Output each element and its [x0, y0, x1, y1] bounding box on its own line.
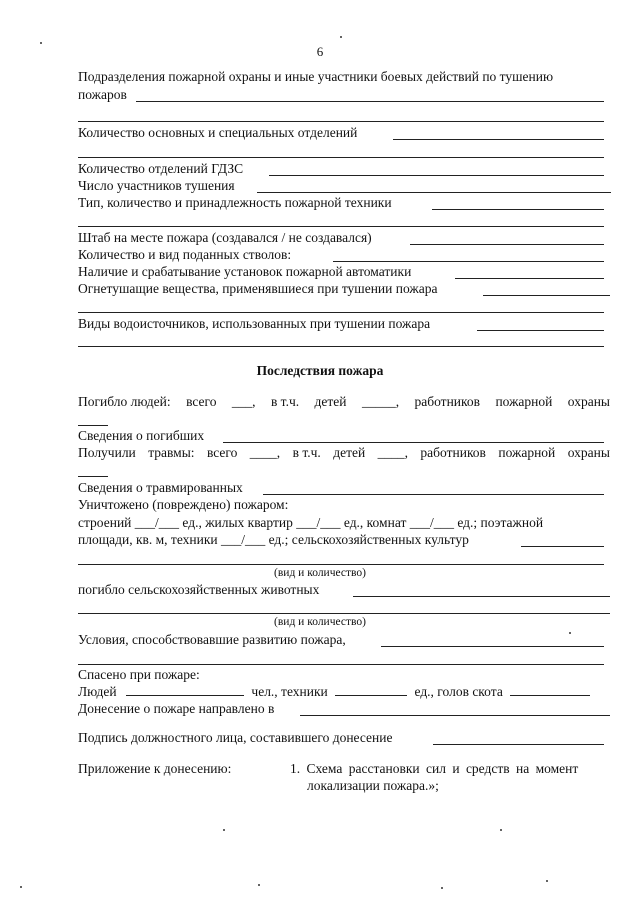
scan-speck	[223, 829, 225, 831]
destroyed-label: Уничтожено (повреждено) пожаром:	[78, 497, 289, 512]
inj-w8: работников	[420, 445, 486, 460]
animals-line[interactable]	[353, 596, 610, 597]
injured-staff-line[interactable]	[78, 476, 108, 477]
saved-tech-field[interactable]	[335, 683, 407, 696]
dead-w7: работников	[414, 394, 481, 409]
inj-w9: пожарной	[498, 445, 556, 460]
signature-label: Подпись должностного лица, составившего донесение	[78, 730, 393, 745]
destroyed-line-2: площади, кв. м, техники ___/___ ед.; сельскохозяйственных культур	[78, 532, 469, 547]
dead-w6[interactable]: _____,	[361, 394, 400, 409]
inj-w3: всего	[206, 445, 238, 460]
inj-w4[interactable]: ____,	[249, 445, 281, 460]
dead-info-label: Сведения о погибших	[78, 428, 205, 443]
units-label: Подразделения пожарной охраны и иные участники боевых действий по тушению	[78, 69, 554, 84]
section-title: Последствия пожара	[256, 363, 384, 378]
dead-info-line[interactable]	[223, 442, 604, 443]
injured-line	[78, 444, 610, 461]
saved-tech-unit: ед., голов скота	[414, 684, 503, 699]
scan-speck	[569, 632, 571, 634]
scan-speck	[546, 880, 548, 882]
dead-w5: детей	[314, 394, 347, 409]
agents-line[interactable]	[483, 295, 610, 296]
report-sent-line[interactable]	[300, 715, 610, 716]
page-number: 6	[316, 44, 324, 59]
dead-w8: пожарной	[495, 394, 553, 409]
hq-label: Штаб на месте пожара (создавался / не создавался)	[78, 230, 372, 245]
dead-w9: охраны	[567, 394, 610, 409]
scan-speck	[40, 42, 42, 44]
conditions-label: Условия, способствовавшие развитию пожара,	[78, 632, 346, 647]
inj-w2: травмы:	[148, 445, 195, 460]
participants-line[interactable]	[257, 192, 611, 193]
kind-qty-caption-2: (вид и количество)	[274, 616, 366, 628]
gdzs-label: Количество отделений ГДЗС	[78, 161, 244, 176]
departments-line-2[interactable]	[78, 157, 604, 158]
attachment-item-1	[290, 760, 610, 777]
dead-line	[78, 393, 610, 410]
scan-speck	[441, 887, 443, 889]
conditions-line[interactable]	[381, 646, 604, 647]
water-sources-line-2[interactable]	[78, 346, 604, 347]
scan-speck	[500, 829, 502, 831]
agents-label: Огнетушащие вещества, применявшиеся при тушении пожара	[78, 281, 438, 296]
agents-line-2[interactable]	[78, 312, 604, 313]
saved-line	[78, 683, 590, 700]
injured-info-label: Сведения о травмированных	[78, 480, 243, 495]
saved-people-unit: чел., техники	[251, 684, 328, 699]
automatics-line[interactable]	[455, 278, 604, 279]
units-line-1[interactable]	[136, 101, 604, 102]
attachment-item-1-text: 1. Схема расстановки сил и средств на момент	[290, 761, 579, 776]
saved-people-label: Людей	[78, 684, 117, 699]
nozzles-line[interactable]	[333, 261, 604, 262]
inj-w1: Получили	[78, 445, 136, 460]
destroyed-line-1: строений ___/___ ед., жилых квартир ___/___ ед., комнат ___/___ ед.; поэтажной	[78, 515, 544, 530]
attachment-label: Приложение к донесению:	[78, 761, 232, 776]
equipment-line[interactable]	[432, 209, 604, 210]
scan-speck	[258, 884, 260, 886]
participants-label: Число участников тушения	[78, 178, 235, 193]
nozzles-label: Количество и вид поданных стволов:	[78, 247, 292, 262]
scan-speck	[340, 36, 342, 38]
inj-w5: в т.ч.	[292, 445, 321, 460]
dead-staff-line[interactable]	[78, 425, 108, 426]
scan-speck	[20, 886, 22, 888]
equipment-line-2[interactable]	[78, 226, 604, 227]
units-line-2[interactable]	[78, 121, 604, 122]
signature-line[interactable]	[433, 744, 604, 745]
conditions-line-2[interactable]	[78, 664, 604, 665]
inj-w10: охраны	[567, 445, 610, 460]
water-sources-line[interactable]	[477, 330, 604, 331]
dead-w4: в т.ч.	[270, 394, 300, 409]
crops-line[interactable]	[521, 546, 604, 547]
inj-w6: детей	[333, 445, 366, 460]
saved-people-field[interactable]	[126, 683, 244, 696]
attachment-item-1-cont: локализации пожара.»;	[307, 778, 439, 793]
water-sources-label: Виды водоисточников, использованных при тушении пожара	[78, 316, 431, 331]
gdzs-line[interactable]	[269, 175, 604, 176]
units-label-cont: пожаров	[78, 87, 127, 102]
report-sent-label: Донесение о пожаре направлено в	[78, 701, 275, 716]
saved-livestock-field[interactable]	[510, 683, 590, 696]
dead-w3[interactable]: ___,	[231, 394, 256, 409]
departments-label: Количество основных и специальных отделений	[78, 125, 358, 140]
kind-qty-caption-1: (вид и количество)	[274, 567, 366, 579]
hq-line[interactable]	[410, 244, 604, 245]
dead-w2: всего	[186, 394, 217, 409]
saved-header: Спасено при пожаре:	[78, 667, 200, 682]
dead-w1: Погибло людей:	[78, 394, 171, 409]
departments-line[interactable]	[393, 139, 604, 140]
inj-w7[interactable]: ____,	[377, 445, 408, 460]
automatics-label: Наличие и срабатывание установок пожарной автоматики	[78, 264, 412, 279]
equipment-label: Тип, количество и принадлежность пожарной техники	[78, 195, 392, 210]
injured-info-line[interactable]	[263, 494, 604, 495]
animals-label: погибло сельскохозяйственных животных	[78, 582, 320, 597]
